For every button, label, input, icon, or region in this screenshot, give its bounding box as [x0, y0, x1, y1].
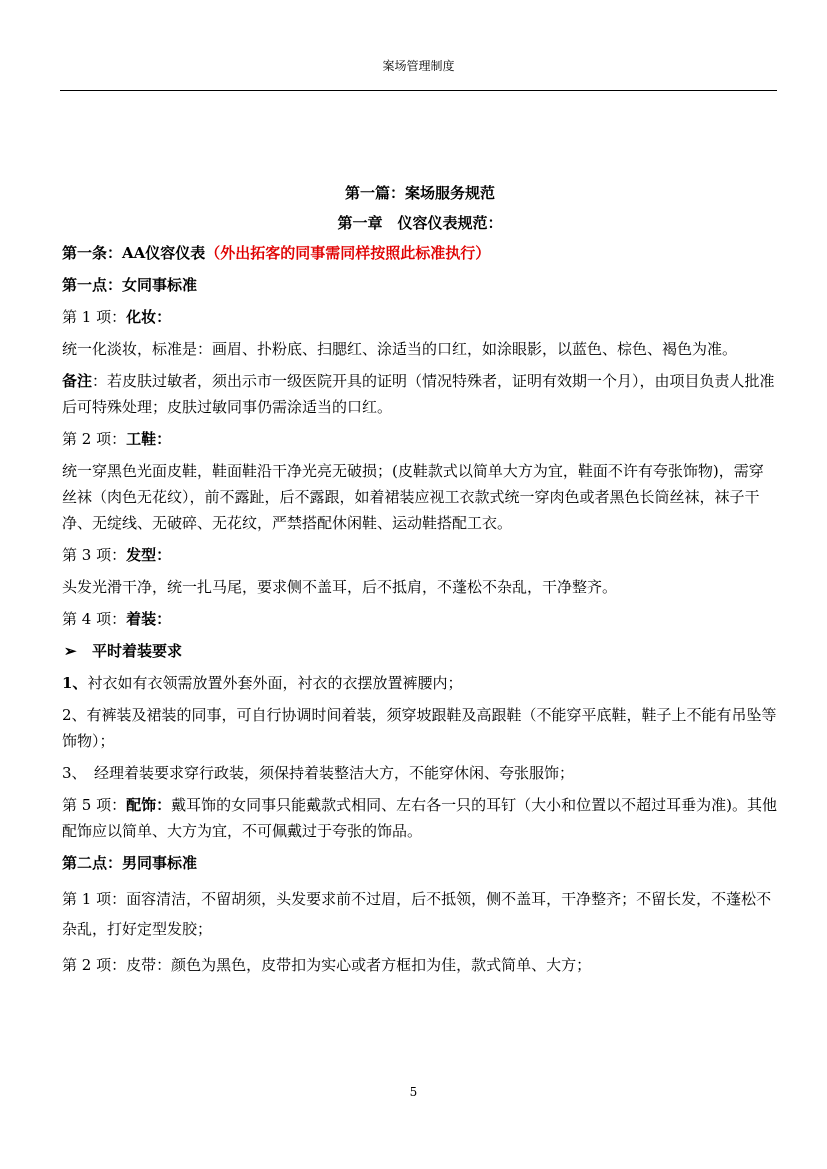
- dress-subheading: [62, 638, 778, 664]
- item-title: 化妆：: [126, 308, 172, 326]
- item-number: 第 4 项：: [62, 610, 127, 628]
- item-heading: [62, 304, 778, 330]
- arrow-bullet-icon: ➢: [64, 642, 77, 660]
- article-label: 第一条：AA仪容仪表: [62, 244, 206, 262]
- item-heading: [62, 606, 778, 632]
- point-heading-female: 第一点：女同事标准: [62, 276, 198, 294]
- page-header: 案场管理制度: [382, 59, 455, 73]
- item-title: 发型：: [126, 546, 172, 564]
- item-title: 着装：: [126, 610, 172, 628]
- part-title: 第一篇：案场服务规范: [344, 184, 495, 202]
- item-text-makeup: 统一化淡妆，标准是：画眉、扑粉底、扫腮红、涂适当的口红，如涂眼影，以蓝色、棕色、褐色为准。: [62, 340, 738, 358]
- dress-rule-2: 2、有裤装及裙装的同事，可自行协调时间着装，须穿坡跟鞋及高跟鞋（不能穿平底鞋，鞋子上不能有吊坠等饰物）；: [62, 706, 777, 750]
- male-item-2: 第 2 项：皮带：颜色为黑色，皮带扣为实心或者方框扣为佳，款式简单、大方；: [62, 956, 592, 974]
- page-number: 5: [409, 1085, 418, 1099]
- item-heading: [62, 426, 778, 452]
- remark-paragraph: [62, 368, 778, 420]
- dress-subheading-text: 平时着装要求: [92, 642, 183, 660]
- article-note: （外出拓客的同事需同样按照此标准执行）: [205, 244, 491, 262]
- item-number: 第 5 项：: [62, 796, 127, 814]
- dress-rule-number: 1、: [62, 674, 88, 692]
- dress-rule-1: [62, 670, 778, 696]
- document-body: [62, 180, 778, 984]
- item-title: 配饰：: [126, 796, 172, 814]
- dress-rule-3: 3、 经理着装要求穿行政装，须保持着装整洁大方，不能穿休闲、夸张服饰；: [62, 764, 575, 782]
- remark-text: ：若皮肤过敏者，须出示市一级医院开具的证明（情况特殊者，证明有效期一个月），由项目负责人批准后可特殊处理；皮肤过敏同事仍需涂适当的口红。: [62, 372, 775, 416]
- male-item-1: 第 1 项：面容清洁，不留胡须，头发要求前不过眉，后不抵领，侧不盖耳，干净整齐；不留长发，不蓬松不杂乱，打好定型发胶；: [62, 890, 772, 938]
- item-accessories: [62, 792, 778, 844]
- item-text-shoes: 统一穿黑色光面皮鞋，鞋面鞋沿干净光亮无破损；(皮鞋款式以简单大方为宜，鞋面不许有夸张饰物)，需穿丝袜（肉色无花纹），前不露趾，后不露跟，如着裙装应视工衣款式统一穿肉色或者黑色长筒丝袜，袜子干净、无绽线、无破碎、无花纹，严禁搭配休闲鞋、运动鞋搭配工衣。: [62, 462, 764, 532]
- item-number: 第 2 项：: [62, 430, 127, 448]
- article-heading: [62, 240, 778, 266]
- dress-rule-text: 衬衣如有衣领需放置外套外面，衬衣的衣摆放置裤腰内；: [87, 674, 463, 692]
- item-title: 工鞋：: [126, 430, 172, 448]
- item-heading: [62, 542, 778, 568]
- chapter-title: 第一章 仪容仪表规范：: [337, 214, 503, 232]
- item-number: 第 3 项：: [62, 546, 127, 564]
- point-heading-male: 第二点：男同事标准: [62, 854, 198, 872]
- item-number: 第 1 项：: [62, 308, 127, 326]
- item-text-hair: 头发光滑干净，统一扎马尾，要求侧不盖耳，后不抵肩，不蓬松不杂乱，干净整齐。: [62, 578, 618, 596]
- item-text: 戴耳饰的女同事只能戴款式相同、左右各一只的耳钉（大小和位置以不超过耳垂为准)。其他配饰应以简单、大方为宜，不可佩戴过于夸张的饰品。: [62, 796, 777, 840]
- remark-label: 备注: [62, 372, 93, 390]
- header-divider: [60, 90, 777, 91]
